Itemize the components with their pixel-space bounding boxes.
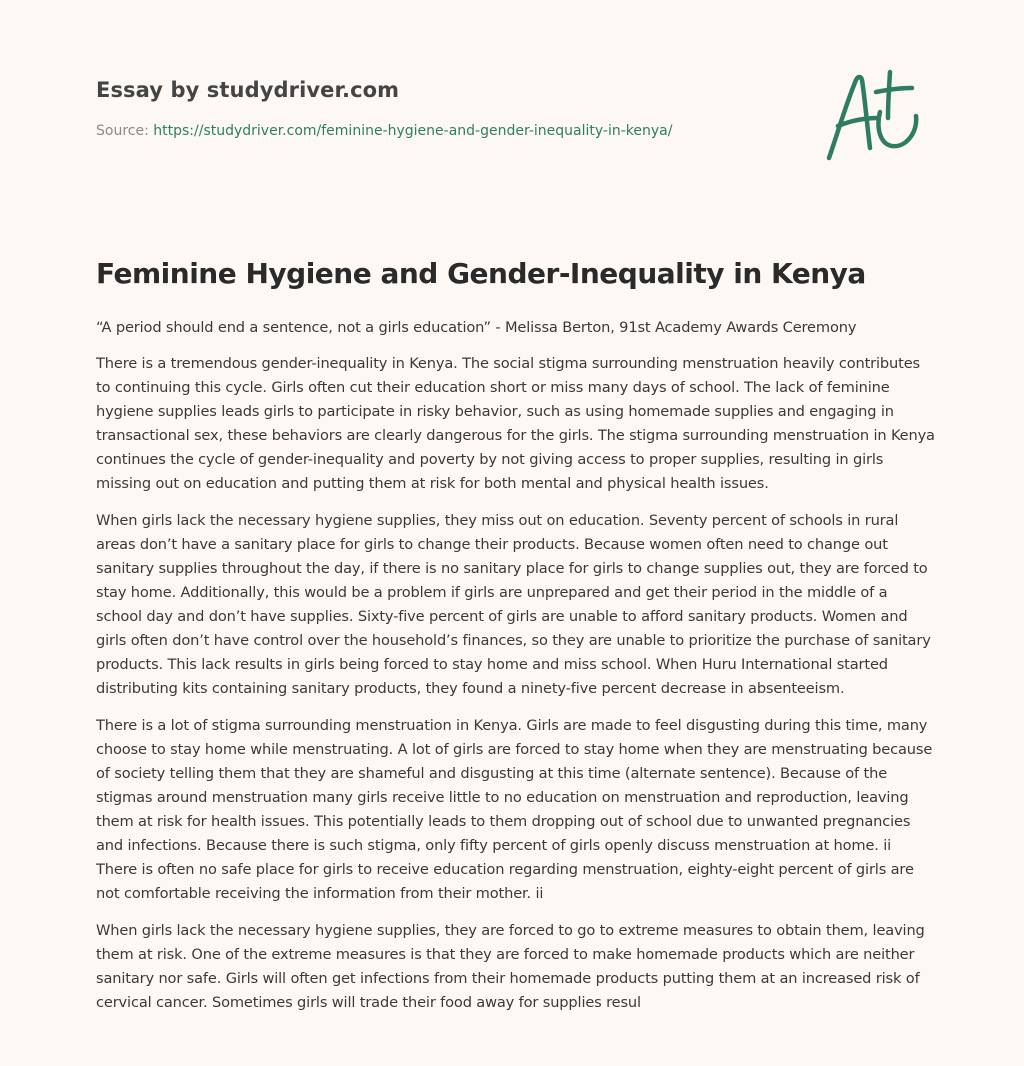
essay-title: Feminine Hygiene and Gender-Inequality in Kenya — [96, 257, 866, 290]
source-link[interactable]: https://studydriver.com/feminine-hygiene-and-gender-inequality-in-kenya/ — [153, 123, 673, 139]
page-header — [96, 77, 796, 140]
a-plus-logo-icon — [820, 66, 930, 166]
essay-paragraph: When girls lack the necessary hygiene supplies, they miss out on education. Seventy percent of schools in rural areas don’t have a sanitary place for girls to change their products. Because women often need to change out sanitary supplies throughout the day, if there is no sanitary place for girls to change supplies out, they are forced to stay home. Additionally, this would be a problem if girls are unprepared and get their period in the middle of a school day and don’t have supplies. Sixty-five percent of girls are unable to afford sanitary products. Women and girls often don’t have control over the household’s finances, so they are unable to prioritize the purchase of sanitary products. This lack results in girls being forced to stay home and miss school. When Huru International started distributing kits containing sanitary products, they found a ninety-five percent decrease in absenteeism. — [96, 512, 931, 697]
essay-paragraph: There is a tremendous gender-inequality in Kenya. The social stigma surrounding menstruation heavily contributes to continuing this cycle. Girls often cut their education short or miss many days of school. The lack of feminine hygiene supplies leads girls to participate in risky behavior, such as using homemade supplies and engaging in transactional sex, these behaviors are clearly dangerous for the girls. The stigma surrounding menstruation in Kenya continues the cycle of gender-inequality and poverty by not giving access to proper supplies, resulting in girls missing out on education and putting them at risk for both mental and physical health issues. — [96, 355, 935, 492]
essay-paragraph: When girls lack the necessary hygiene supplies, they are forced to go to extreme measures to obtain them, leaving them at risk. One of the extreme measures is that they are forced to make homemade products which are neither sanitary nor safe. Girls will often get infections from their homemade products putting them at an increased risk of cervical cancer. Sometimes girls will trade their food away for supplies resul — [96, 922, 925, 1011]
source-line — [96, 122, 796, 140]
brand-title: Essay by studydriver.com — [96, 78, 400, 102]
essay-paragraph: There is a lot of stigma surrounding menstruation in Kenya. Girls are made to feel disgusting during this time, many choose to stay home while menstruating. A lot of girls are forced to stay home when they are menstruating because of society telling them that they are shameful and disgusting at this time (alternate sentence). Because of the stigmas around menstruation many girls receive little to no education on menstruation and reproduction, leaving them at risk for health issues. This potentially leads to them dropping out of school due to unwanted pregnancies and infections. Because there is such stigma, only fifty percent of girls openly discuss menstruation at home. ii There is often no safe place for girls to receive education regarding menstruation, eighty-eight percent of girls are not comfortable receiving the information from their mother. ii — [96, 717, 933, 902]
essay-quote: “A period should end a sentence, not a girls education” - Melissa Berton, 91st Academy Awards Ceremony — [96, 319, 857, 336]
source-label: Source: — [96, 123, 149, 139]
essay-body — [96, 316, 936, 1048]
